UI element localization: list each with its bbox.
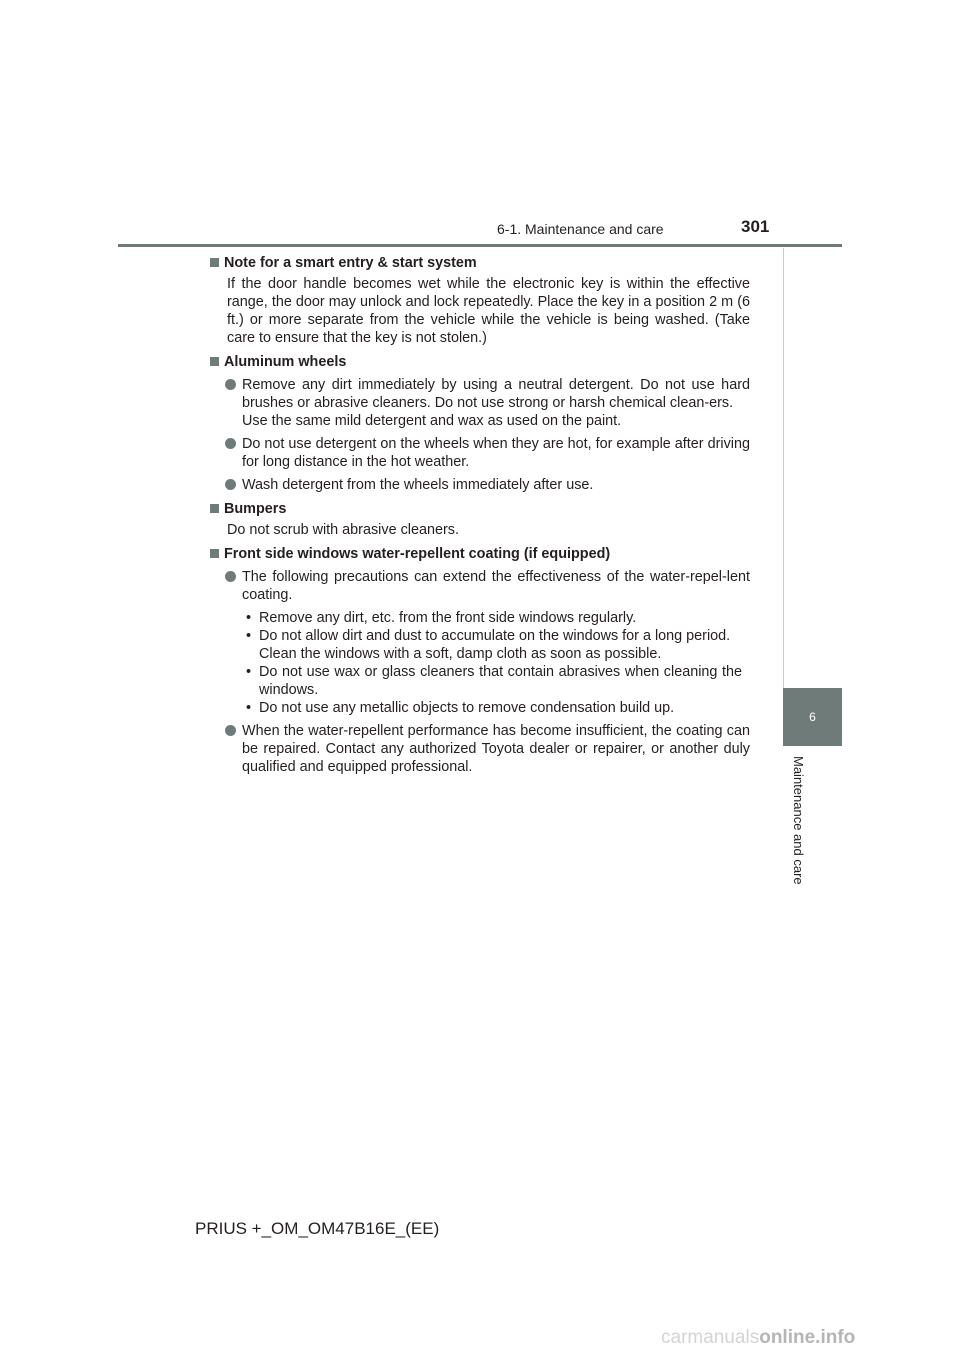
circle-bullet-icon (225, 379, 236, 390)
circle-bullet-icon (225, 725, 236, 736)
section-paragraph: If the door handle becomes wet while the electronic key is within the effective range, the door may unlock and lock repeatedly. Place the key in a position 2 m (6 ft.) or more separate from the vehicle while the vehicle is being washed. (Take care to ensure that the key is not stolen.) (227, 276, 750, 346)
watermark[interactable] (661, 1327, 855, 1349)
chapter-side-title: Maintenance and care (791, 756, 806, 885)
square-bullet-icon (210, 357, 219, 366)
sub-item-text: Do not use any metallic objects to remove condensation build up. (259, 700, 675, 716)
sub-bullet: • (246, 628, 252, 644)
bullet-text: Do not use detergent on the wheels when they are hot, for example after driving for long distance in the hot weather. (242, 436, 750, 470)
square-bullet-icon (210, 549, 219, 558)
bullet-text: When the water-repellent performance has become insufficient, the coating can be repaired. Contact any authorized Toyota dealer or repairer, or another duly qualified and equipped professional. (242, 723, 750, 775)
header-section-title: 6-1. Maintenance and care (497, 221, 664, 237)
bullet-text-block (242, 376, 750, 430)
chapter-tab (783, 688, 842, 746)
bullet-text: Remove any dirt immediately by using a neutral detergent. Do not use hard brushes or abrasive cleaners. Do not use strong or harsh chemical clean-ers. (242, 377, 750, 411)
sub-bullet: • (246, 610, 252, 626)
circle-bullet-icon (225, 438, 236, 449)
sub-list (242, 609, 750, 717)
document-code: PRIUS +_OM_OM47B16E_(EE) (195, 1219, 440, 1238)
section-paragraph: Do not scrub with abrasive cleaners. (227, 522, 459, 538)
section-heading (210, 500, 750, 518)
sub-list-item (242, 699, 750, 717)
sub-bullet: • (246, 664, 252, 680)
bullet-item (210, 435, 750, 471)
bullet-text: Wash detergent from the wheels immediately after use. (242, 477, 594, 493)
bullet-item (210, 476, 750, 494)
sub-item-text-block (255, 627, 750, 663)
bullet-item (210, 376, 750, 430)
watermark-part2: online.info (759, 1327, 856, 1348)
page-content (210, 254, 750, 776)
sub-list-item (242, 609, 750, 627)
bullet-text: The following precautions can extend the effectiveness of the water-repel-lent coating. (242, 569, 750, 603)
heading-text: Aluminum wheels (224, 354, 347, 370)
section-heading (210, 545, 750, 563)
sub-list-item (242, 627, 750, 663)
page-number: 301 (741, 217, 770, 236)
heading-text: Note for a smart entry & start system (224, 255, 477, 271)
sub-item-text: Do not use wax or glass cleaners that contain abrasives when cleaning the windows. (259, 664, 742, 698)
circle-bullet-icon (225, 479, 236, 490)
watermark-part1: carmanuals (661, 1327, 760, 1348)
sub-list-item (242, 663, 750, 699)
heading-text: Front side windows water-repellent coating (if equipped) (224, 546, 611, 562)
bullet-item (210, 722, 750, 776)
square-bullet-icon (210, 504, 219, 513)
heading-text: Bumpers (224, 501, 287, 517)
sub-bullet: • (246, 700, 252, 716)
side-margin-line (783, 248, 843, 688)
header-rule (118, 244, 842, 247)
chapter-number: 6 (809, 710, 816, 724)
sub-item-text-extra: Clean the windows with a soft, damp cloth as soon as possible. (259, 646, 662, 662)
sub-item-text: Do not allow dirt and dust to accumulate on the windows for a long period. (259, 628, 731, 644)
square-bullet-icon (210, 258, 219, 267)
section-heading (210, 353, 750, 371)
section-heading (210, 254, 750, 272)
bullet-text-extra: Use the same mild detergent and wax as used on the paint. (242, 413, 622, 429)
bullet-item (210, 568, 750, 604)
sub-item-text: Remove any dirt, etc. from the front side windows regularly. (259, 610, 637, 626)
circle-bullet-icon (225, 571, 236, 582)
